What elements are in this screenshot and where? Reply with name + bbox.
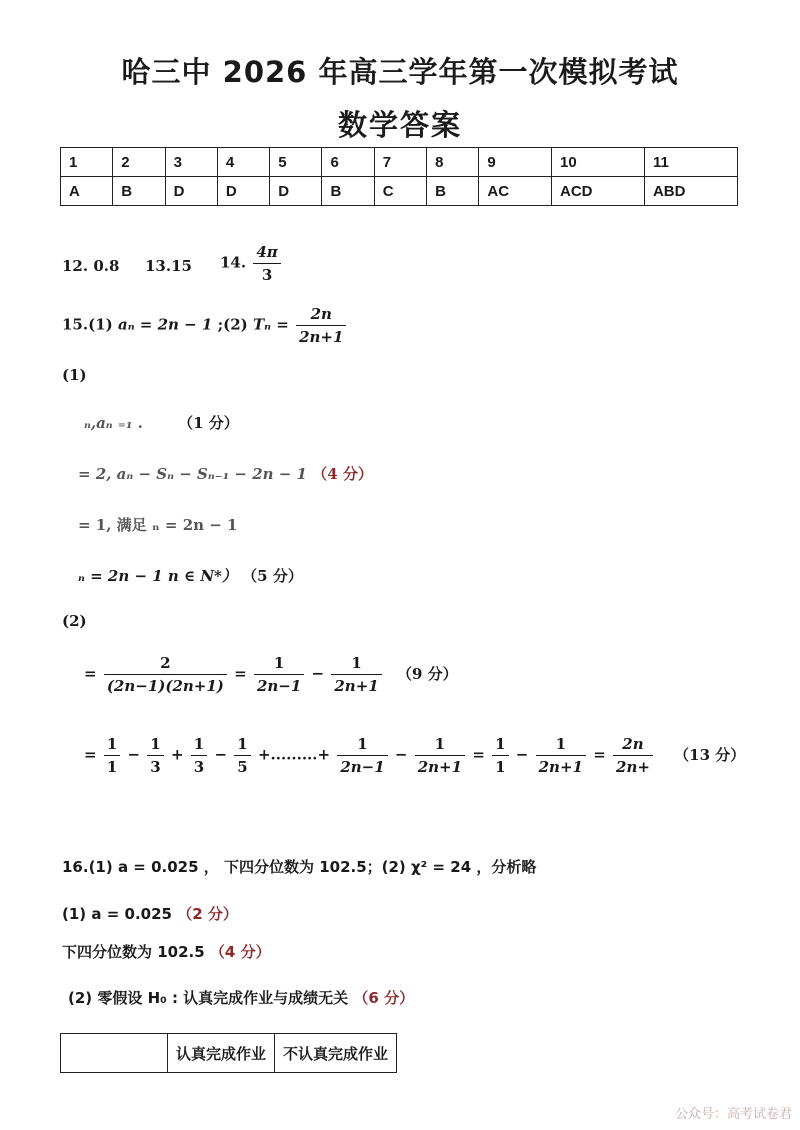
- answer-table-answer-row: [61, 177, 738, 206]
- q16-line2-score: （4 分）: [209, 943, 271, 961]
- fraction-numerator: 1: [337, 735, 387, 756]
- fraction-numerator: 1: [191, 735, 207, 756]
- fraction-numerator: 1: [331, 654, 381, 675]
- equals-sign: =: [84, 664, 97, 683]
- q16-summary: 16.(1) a = 0.025 ， 下四分位数为 102.5；(2) χ² = 24 ，分析略: [62, 858, 537, 876]
- q15-line4: [78, 565, 303, 586]
- q15-part2-label: (2): [62, 612, 87, 630]
- q14-answer: [220, 243, 283, 284]
- answer-cell: B: [427, 177, 479, 206]
- fraction-numerator: 2n: [296, 305, 346, 326]
- q15-summary-an: aₙ = 2n − 1: [117, 315, 213, 334]
- question-number-cell: 4: [217, 148, 269, 177]
- question-number-cell: 10: [552, 148, 645, 177]
- table-header-cell: [61, 1034, 168, 1073]
- fraction-numerator: 1: [492, 735, 508, 756]
- q15-line2-text: = 2, aₙ − Sₙ − Sₙ₋₁ − 2n − 1: [78, 465, 307, 483]
- q14-label: 14.: [220, 253, 247, 272]
- q16-line2: [62, 941, 271, 962]
- q15-line4-score: （5 分）: [242, 567, 303, 585]
- answer-cell: C: [374, 177, 426, 206]
- fraction-denominator: 2n+1: [538, 758, 583, 776]
- fraction-numerator: 1: [104, 735, 120, 756]
- q15-summary: [62, 305, 348, 346]
- equals-sign: =: [234, 664, 247, 683]
- fraction: [337, 735, 387, 776]
- fraction-denominator: 2n+: [616, 758, 650, 776]
- question-number-cell: 1: [61, 148, 113, 177]
- contingency-table-header-row: [61, 1034, 397, 1073]
- fraction: [191, 735, 207, 776]
- question-number-cell: 11: [644, 148, 737, 177]
- equals-sign: =: [472, 745, 485, 764]
- question-number-cell: 8: [427, 148, 479, 177]
- q16-line3-text: (2) 零假设 H₀ : 认真完成作业与成绩无关: [68, 989, 349, 1007]
- fraction-denominator: 2n−1: [256, 677, 302, 695]
- fraction: [254, 654, 304, 695]
- contingency-table: [60, 1033, 397, 1073]
- document-title: 哈三中 2026 年高三学年第一次模拟考试: [121, 55, 679, 89]
- equals-sign: =: [84, 745, 97, 764]
- q16-line1-text: (1) a = 0.025: [62, 905, 172, 923]
- document-subtitle: 数学答案: [337, 108, 462, 142]
- q15-line3: = 1, 满足 ₙ = 2n − 1: [78, 516, 238, 534]
- fraction-denominator: 3: [150, 758, 161, 776]
- fraction: [234, 735, 250, 776]
- fraction-denominator: 5: [237, 758, 248, 776]
- fraction-denominator: (2n−1)(2n+1): [106, 677, 224, 695]
- fraction: [613, 735, 653, 776]
- table-header-cell: 认真完成作业: [168, 1034, 275, 1073]
- fraction: [104, 654, 227, 695]
- fraction-numerator: 1: [147, 735, 163, 756]
- answer-cell: AC: [479, 177, 552, 206]
- q15-line1-text: ₙ,aₙ ₌₁ .: [84, 414, 143, 432]
- operator: +: [170, 745, 184, 764]
- fraction-numerator: 1: [254, 654, 304, 675]
- operator: −: [515, 745, 529, 764]
- fraction-denominator: 2n+1: [417, 758, 463, 776]
- fraction-denominator: 1: [106, 758, 118, 776]
- q15-equation-2: [84, 735, 745, 776]
- q16-line1: [62, 903, 238, 924]
- operator: −: [127, 745, 141, 764]
- fraction-numerator: 1: [415, 735, 465, 756]
- answer-cell: D: [165, 177, 217, 206]
- q16-line2-text: 下四分位数为 102.5: [62, 943, 205, 961]
- q16-line3-score: （6 分）: [353, 989, 415, 1007]
- fraction-denominator: 1: [495, 758, 506, 776]
- operator: −: [214, 745, 228, 764]
- q14-fraction: [253, 243, 280, 284]
- question-number-cell: 3: [165, 148, 217, 177]
- q12-answer: 12. 0.8: [62, 257, 120, 275]
- answer-cell: ACD: [552, 177, 645, 206]
- answer-cell: ABD: [644, 177, 737, 206]
- q15-line2-score: （4 分）: [312, 465, 373, 483]
- answer-cell: D: [270, 177, 322, 206]
- ellipsis: +.........+: [257, 745, 331, 764]
- fraction-denominator: 3: [193, 758, 205, 776]
- answer-cell: A: [61, 177, 113, 206]
- q15-summary-mid: ;(2): [217, 315, 248, 334]
- answer-cell: D: [217, 177, 269, 206]
- question-number-cell: 2: [113, 148, 165, 177]
- q15-eq1-score: （9 分）: [396, 664, 458, 683]
- watermark: 公众号：高考试卷君: [674, 1107, 792, 1122]
- q15-line1-score: （1 分）: [178, 414, 239, 432]
- fraction-denominator: 2n−1: [340, 758, 385, 776]
- q15-line4-text: ₙ = 2n − 1 n ∈ N*）: [78, 567, 237, 585]
- q15-line2: [78, 463, 373, 484]
- question-number-cell: 9: [479, 148, 552, 177]
- q15-eq2-score: （13 分）: [674, 745, 746, 764]
- answer-table: [60, 147, 738, 206]
- q15-summary-tn: Tₙ =: [253, 315, 289, 334]
- minus-sign: −: [311, 664, 325, 683]
- fraction-numerator: 2n: [613, 735, 653, 756]
- fraction-denominator: 2n+1: [299, 328, 344, 346]
- answer-cell: B: [113, 177, 165, 206]
- q16-line3: [68, 987, 414, 1008]
- fraction: [147, 735, 163, 776]
- fraction-denominator: 3: [261, 266, 273, 284]
- q15-summary-prefix: 15.(1): [62, 315, 113, 334]
- fraction: [331, 654, 381, 695]
- equals-sign: =: [593, 745, 606, 764]
- q15-summary-tn-fraction: [296, 305, 346, 346]
- fraction: [415, 735, 465, 776]
- answer-table-number-row: [61, 148, 738, 177]
- question-number-cell: 5: [270, 148, 322, 177]
- q16-line1-score: （2 分）: [177, 905, 238, 923]
- table-header-cell: 不认真完成作业: [275, 1034, 397, 1073]
- fraction-numerator: 1: [234, 735, 250, 756]
- q13-answer: 13.15: [145, 257, 192, 275]
- q15-equation-1: [84, 654, 458, 695]
- fraction-denominator: 2n+1: [334, 677, 379, 695]
- answer-cell: B: [322, 177, 374, 206]
- fraction-numerator: 2: [104, 654, 227, 675]
- fraction-numerator: 4π: [253, 243, 280, 264]
- question-number-cell: 7: [374, 148, 426, 177]
- fraction: [536, 735, 586, 776]
- question-number-cell: 6: [322, 148, 374, 177]
- q15-line1: [84, 412, 239, 433]
- fraction-numerator: 1: [536, 735, 586, 756]
- q15-part1-label: (1): [62, 366, 87, 384]
- fraction: [492, 735, 508, 776]
- fraction: [104, 735, 120, 776]
- operator: −: [394, 745, 408, 764]
